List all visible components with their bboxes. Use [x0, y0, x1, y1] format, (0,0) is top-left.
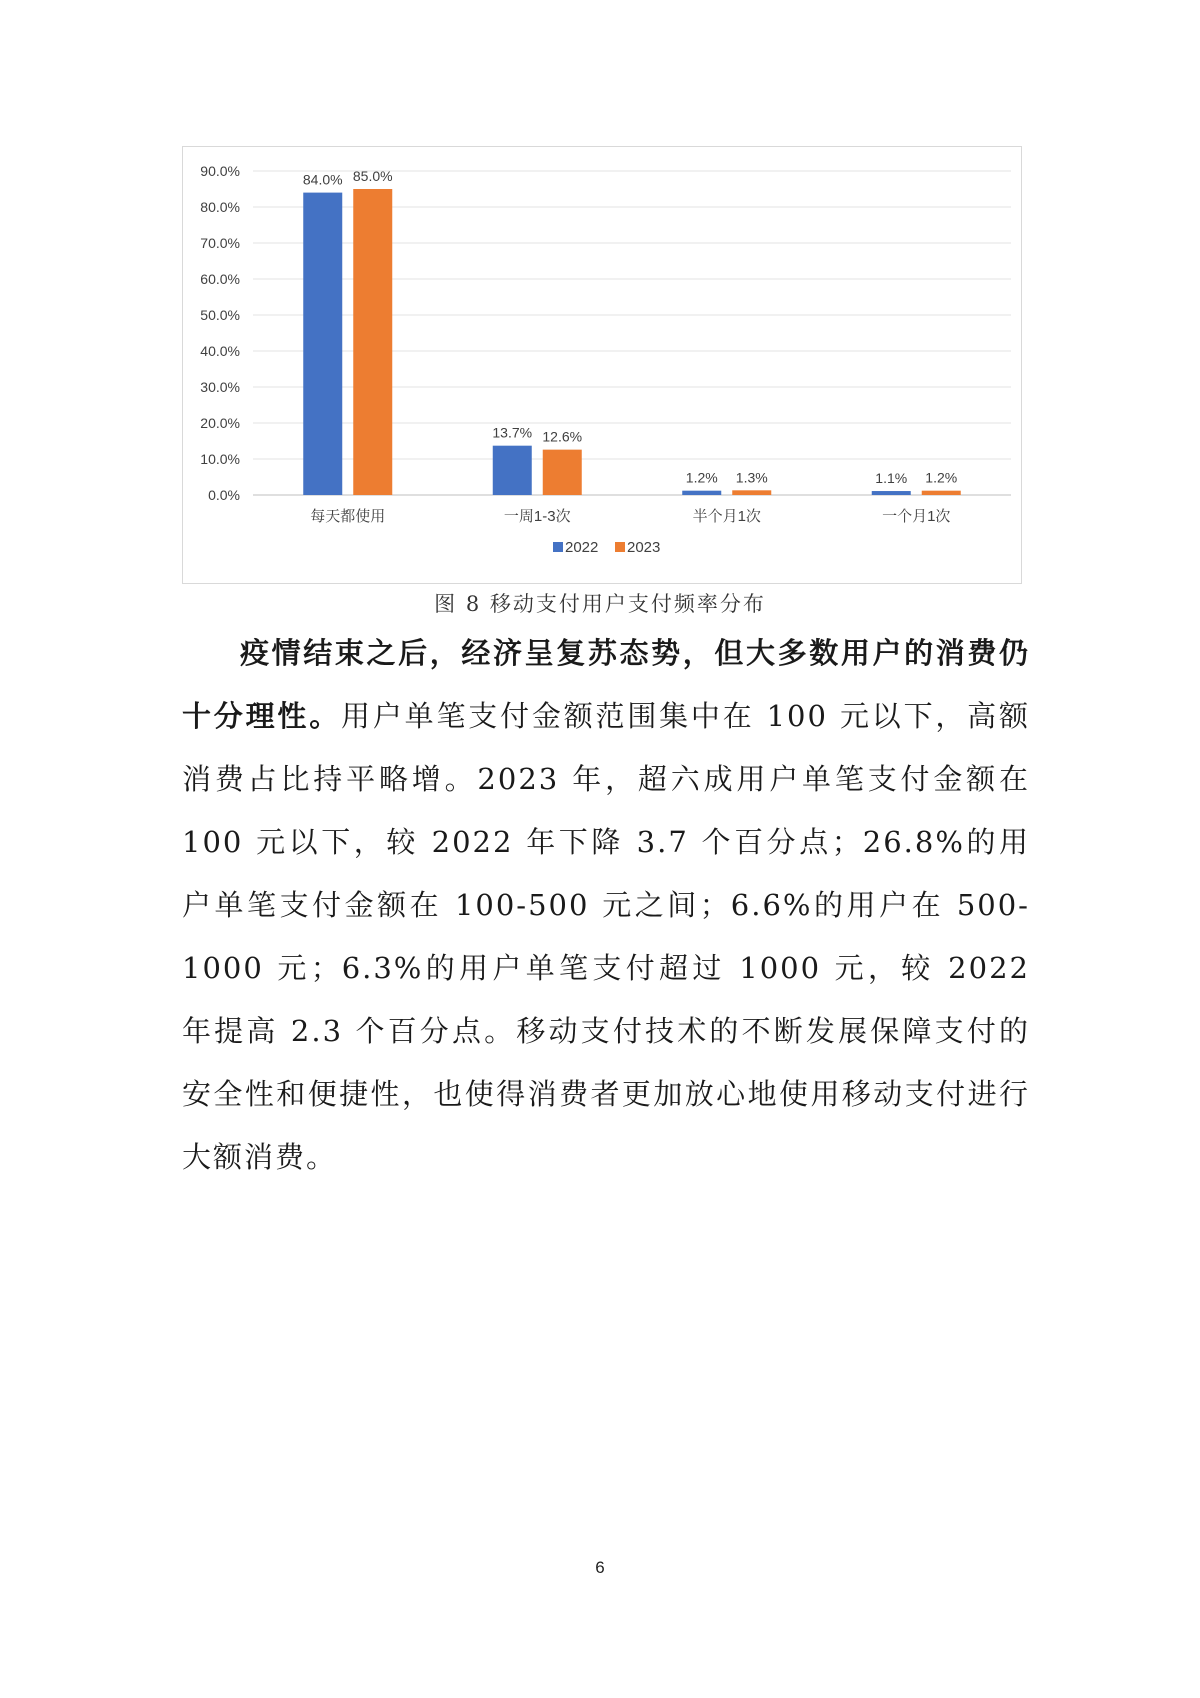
bar: [543, 450, 582, 495]
y-tick-label: 30.0%: [200, 379, 240, 395]
bar: [682, 491, 721, 495]
legend-label: 2023: [627, 539, 661, 556]
data-label: 12.6%: [542, 428, 583, 445]
data-label: 13.7%: [492, 424, 533, 441]
bar: [353, 189, 392, 495]
y-tick-label: 90.0%: [200, 163, 240, 179]
x-tick-label: 半个月1次: [692, 508, 761, 525]
page-number: 6: [595, 1558, 605, 1577]
y-tick-label: 80.0%: [200, 199, 240, 215]
data-label: 1.2%: [925, 469, 958, 486]
data-label: 85.0%: [352, 168, 393, 184]
data-label: 1.2%: [685, 469, 718, 486]
y-tick-label: 60.0%: [200, 271, 240, 287]
legend-swatch: [615, 542, 625, 552]
data-label: 1.3%: [735, 469, 768, 486]
y-tick-label: 40.0%: [200, 343, 240, 359]
paragraph-text: 用户单笔支付金额范围集中在 100 元以下，高额消费占比持平略增。2023 年，超六成用户单笔支付金额在 100 元以下，较 2022 年下降 3.7 个百分点；26.8%的用户单笔支付金额在 100-500 元之间；6.6%的用户在 500-1000 元；6.3%的用户单笔支付超过 1000 元，较 2022 年提高 2.3 个百分点。移动支付技术的不断发展保障支付的安全性和便捷性，也使得消费者更加放心地使用移动支付进行大额消费。: [182, 699, 1030, 1174]
legend-label: 2022: [565, 539, 599, 556]
body-paragraph: [182, 622, 1030, 1189]
data-label: 1.1%: [875, 470, 908, 487]
figure-caption: 图 8 移动支付用户支付频率分布: [434, 592, 766, 616]
bar: [922, 491, 961, 495]
y-tick-label: 70.0%: [200, 235, 240, 251]
y-tick-label: 0.0%: [208, 487, 240, 503]
chart-canvas: [183, 147, 1021, 583]
y-tick-label: 10.0%: [200, 451, 240, 467]
data-label: 84.0%: [302, 171, 343, 188]
y-tick-label: 50.0%: [200, 307, 240, 323]
bar: [732, 490, 771, 495]
bar: [303, 193, 342, 495]
bar-chart: [182, 146, 1022, 584]
bar: [493, 446, 532, 495]
x-tick-label: 一个月1次: [882, 508, 951, 525]
x-tick-label: 一周1-3次: [503, 508, 571, 525]
bar: [872, 491, 911, 495]
paragraph-bold-lead: 疫情结束之后，经济呈复苏态势，但大多数用户的消费仍十分理性。: [182, 636, 1030, 733]
legend-swatch: [553, 542, 563, 552]
y-tick-label: 20.0%: [200, 415, 240, 431]
x-tick-label: 每天都使用: [310, 508, 386, 525]
